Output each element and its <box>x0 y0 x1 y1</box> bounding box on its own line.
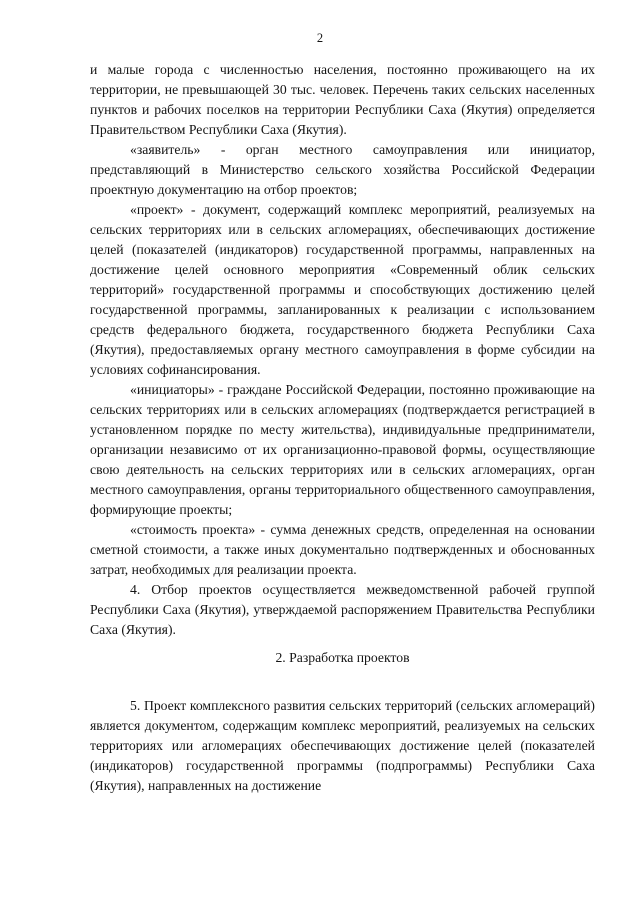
section-heading: 2. Разработка проектов <box>275 650 410 665</box>
paragraph-continuation: и малые города с численностью населения, постоянно проживающего на их территории, не превышающей 30 тыс. человек. Перечень таких сельских населенных пунктов и рабочих поселков на территории Республики Саха (Якутия) определяется Правительством Республики Саха (Якутия). <box>90 62 595 137</box>
document-body <box>90 60 595 796</box>
paragraph-item-5: 5. Проект комплексного развития сельских территорий (сельских агломераций) является документом, содержащим комплекс мероприятий, реализуемых на сельских территориях или агломерациях обеспечивающих достижение целей (показателей (индикаторов) государственной программы (подпрограммы) Республики Саха (Якутия), направленных на достижение <box>90 698 595 793</box>
page-number: 2 <box>316 31 324 45</box>
paragraph-item-4: 4. Отбор проектов осуществляется межведомственной рабочей группой Республики Саха (Якутия), утверждаемой распоряжением Правительства Республики Саха (Якутия). <box>90 582 595 637</box>
paragraph-applicant-definition: «заявитель» - орган местного самоуправления или инициатор, представляющий в Министерство сельского хозяйства Российской Федерации проектную документацию на отбор проектов; <box>90 142 595 197</box>
paragraph-project-cost-definition: «стоимость проекта» - сумма денежных средств, определенная на основании сметной стоимости, а также иных документально подтвержденных и обоснованных затрат, необходимых для реализации проекта. <box>90 522 595 577</box>
paragraph-initiators-definition: «инициаторы» - граждане Российской Федерации, постоянно проживающие на сельских территориях или в сельских агломерациях (подтверждается регистрацией в установленном порядке по месту жительства), индивидуальные предприниматели, организации независимо от их организационно-правовой формы, осуществляющие свою деятельность на сельских территориях или в сельских агломерациях, орган местного самоуправления, органы территориального общественного самоуправления, формирующие проекты; <box>90 382 595 517</box>
paragraph-project-definition: «проект» - документ, содержащий комплекс мероприятий, реализуемых на сельских территориях или в сельских агломерациях, обеспечивающих достижение целей (показателей (индикаторов) государственной программы, направленных на достижение целей основного мероприятия «Современный облик сельских территорий» государственной программы и способствующих достижению целей государственной программы, запланированных к реализации с использованием средств федерального бюджета, государственного бюджета Республики Саха (Якутия), предоставляемых органу местного самоуправления в форме субсидии на условиях софинансирования. <box>90 202 595 377</box>
